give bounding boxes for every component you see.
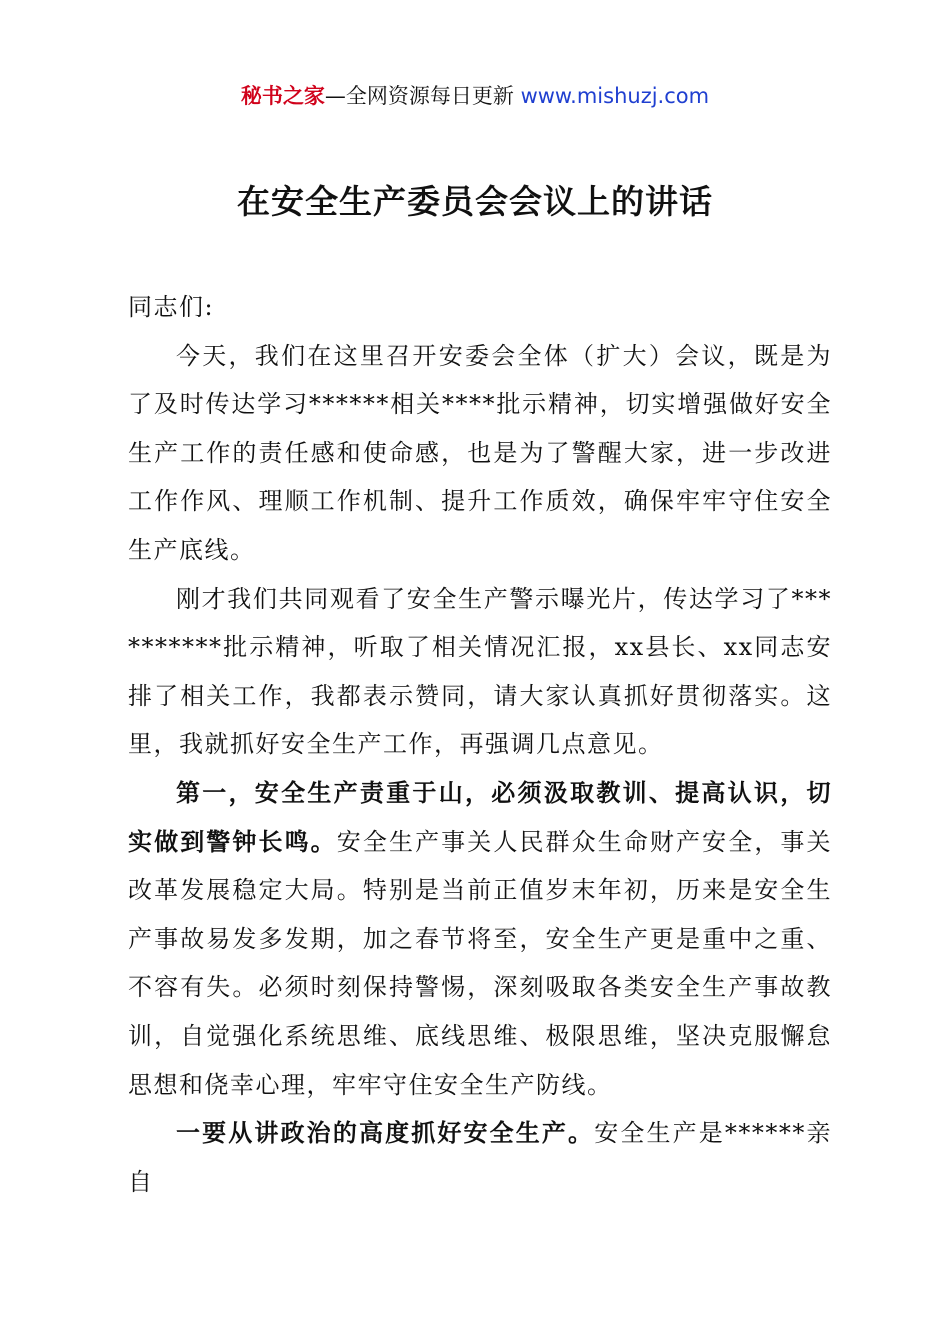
paragraph: 今天，我们在这里召开安委会全体（扩大）会议，既是为了及时传达学习******相关****批示精神，切实增强做好安全生产工作的责任感和使命感，也是为了警醒大家，进一步改进工作作风、理顺工作机制、提升工作质效，确保牢牢守住安全生产底线。 [128, 341, 832, 564]
paragraph-text: 安全生产事关人民群众生命财产安全，事关改革发展稳定大局。特别是当前正值岁末年初，历来是安全生产事故易发多发期，加之春节将至，安全生产更是重中之重、不容有失。必须时刻保持警惕，深刻吸取各类安全生产事故教训，自觉强化系统思维、底线思维、极限思维，坚决克服懈怠思想和侥幸心理，牢牢守住安全生产防线。 [128, 827, 833, 1099]
subsection-heading: 一要从讲政治的高度抓好安全生产。 [176, 1118, 595, 1148]
site-tagline: —全网资源每日更新 [324, 84, 521, 108]
document-body [128, 283, 832, 1206]
paragraph [128, 1109, 832, 1206]
paragraph: 刚才我们共同观看了安全生产警示曝光片，传达学习了**********批示精神，听取了相关情况汇报，xx县长、xx同志安排了相关工作，我都表示赞同，请大家认真抓好贯彻落实。这里，我就抓好安全生产工作，再强调几点意见。 [128, 584, 832, 759]
salutation: 同志们: [128, 293, 215, 321]
paragraph [128, 769, 832, 1109]
paragraph-text: 安全生产是******亲自 [128, 1119, 833, 1196]
site-url-link[interactable]: www.mishuzj.com [520, 84, 710, 108]
site-brand: 秘书之家 [240, 84, 325, 108]
section-heading: 第一，安全生产责重于山，必须汲取教训、提高认识，切实做到警钟长鸣。 [128, 778, 832, 856]
document-title: 在安全生产委员会会议上的讲话 [237, 182, 713, 221]
site-header [0, 80, 950, 112]
